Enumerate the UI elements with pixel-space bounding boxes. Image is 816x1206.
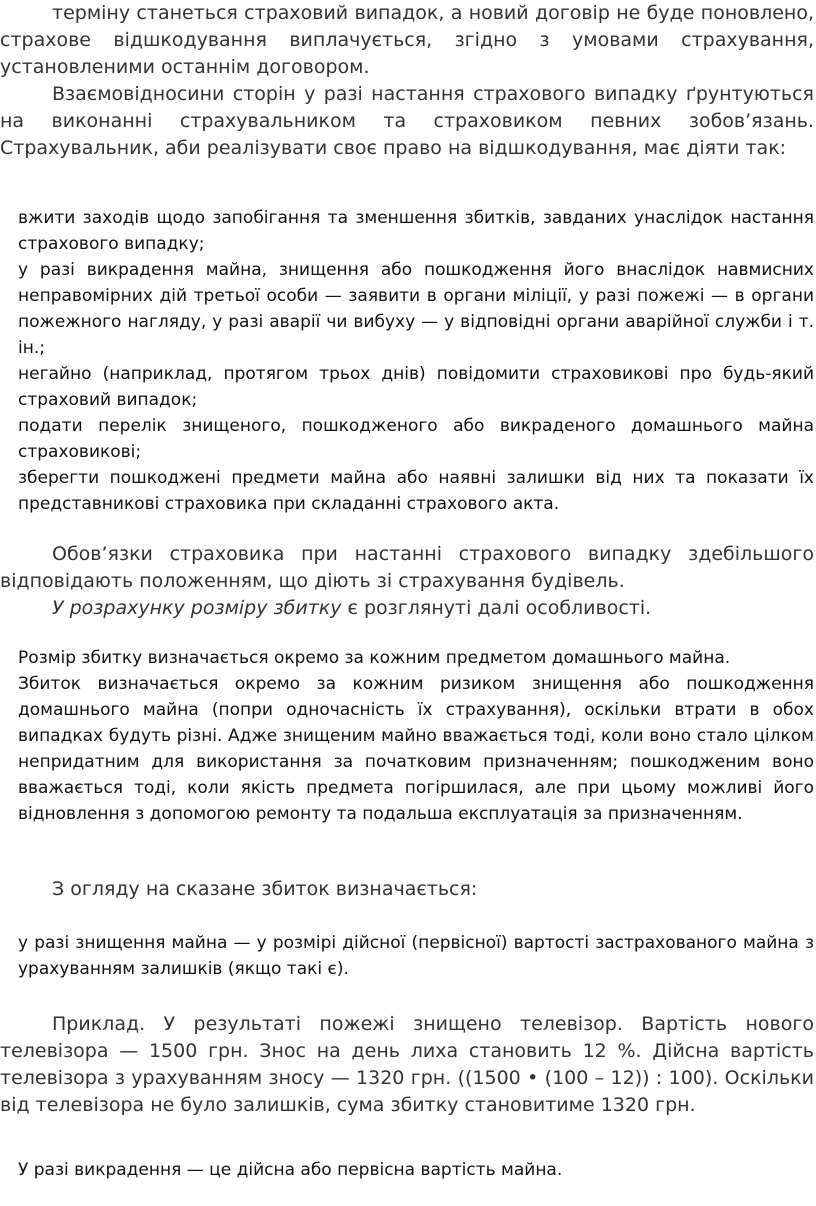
list-item: подати перелік знищеного, пошкодженого або викраденого домашнього майна страховикові; — [18, 416, 814, 462]
calculation-italic: У розрахунку розміру збитку — [52, 597, 342, 619]
list-item: вжити заходів щодо запобігання та зменшення збитків, завданих унаслідок настання страхового випадку; — [18, 208, 814, 254]
intro-paragraph-2: Взаємовідносини сторін у разі настання страхового випадку ґрунтуються на виконанні страхувальником та страховиком певних зобов’язань. Страхувальник, аби реалізувати своє право на відшкодування, має діяти так: — [0, 83, 814, 159]
insurer-duties-paragraph: Обов’язки страховика при настанні страхового випадку здебільшого відповідають положенням, що діють зі страхування будівель. — [0, 543, 814, 592]
policyholder-duties-list — [18, 205, 814, 517]
destruction-case: у разі знищення майна — у розмірі дійсної (первісної) вартості застрахованого майна з урахуванням залишків (якщо такі є). — [18, 933, 814, 979]
list-item: у разі викрадення майна, знищення або пошкодження його внаслідок навмисних неправомірних дій третьої особи — заявити в органи міліції, у разі пожежі — в органи пожежного нагляду, у разі аварії чи вибуху — у відповідні органи аварійної служби і т. ін.; — [18, 260, 814, 358]
damage-per-item: Розмір збитку визначається окремо за кожним предметом домашнього майна. — [18, 648, 731, 668]
list-item: негайно (наприклад, протягом трьох днів) повідомити страховикові про будь-який страховий випадок; — [18, 364, 814, 410]
intro-paragraph-1: терміну станеться страховий випадок, а новий договір не буде поновлено, страхове відшкодування виплачується, згідно з умовами страхування, установленими останнім договором. — [0, 2, 814, 78]
calculation-rest: є розглянуті далі особливості. — [341, 597, 652, 619]
calculation-intro — [0, 595, 814, 622]
list-item: зберегти пошкоджені предмети майна або наявні залишки від них та показати їх представникові страховика при складанні страхового акта. — [18, 468, 814, 514]
theft-case: У разі викрадення — це дійсна або первісна вартість майна. — [18, 1160, 563, 1180]
damage-per-risk: Збиток визначається окремо за кожним ризиком знищення або пошкодження домашнього майна (попри одночасність їх страхування), оскільки втрати в обох випадках будуть різні. Адже знищеним майно вважається тоді, коли воно стало цілком непридатним для використання за початковим призначенням; пошкодженим воно вважається тоді, коли якість предмета погіршилася, але при цьому можливі його відновлення з допомогою ремонту та подальша експлуатація за призначенням. — [18, 674, 814, 824]
example-paragraph: Приклад. У результаті пожежі знищено телевізор. Вартість нового телевізора — 1500 грн. Знос на день лиха становить 12 %. Дійсна вартість телевізора з урахуванням зносу — 1320 грн. ((1500 • (100 – 12)) : 100). Оскільки від телевізора не було залишків, сума збитку становитиме 1320 грн. — [0, 1013, 814, 1116]
given-above-heading: З огляду на сказане збиток визначається: — [52, 878, 478, 900]
